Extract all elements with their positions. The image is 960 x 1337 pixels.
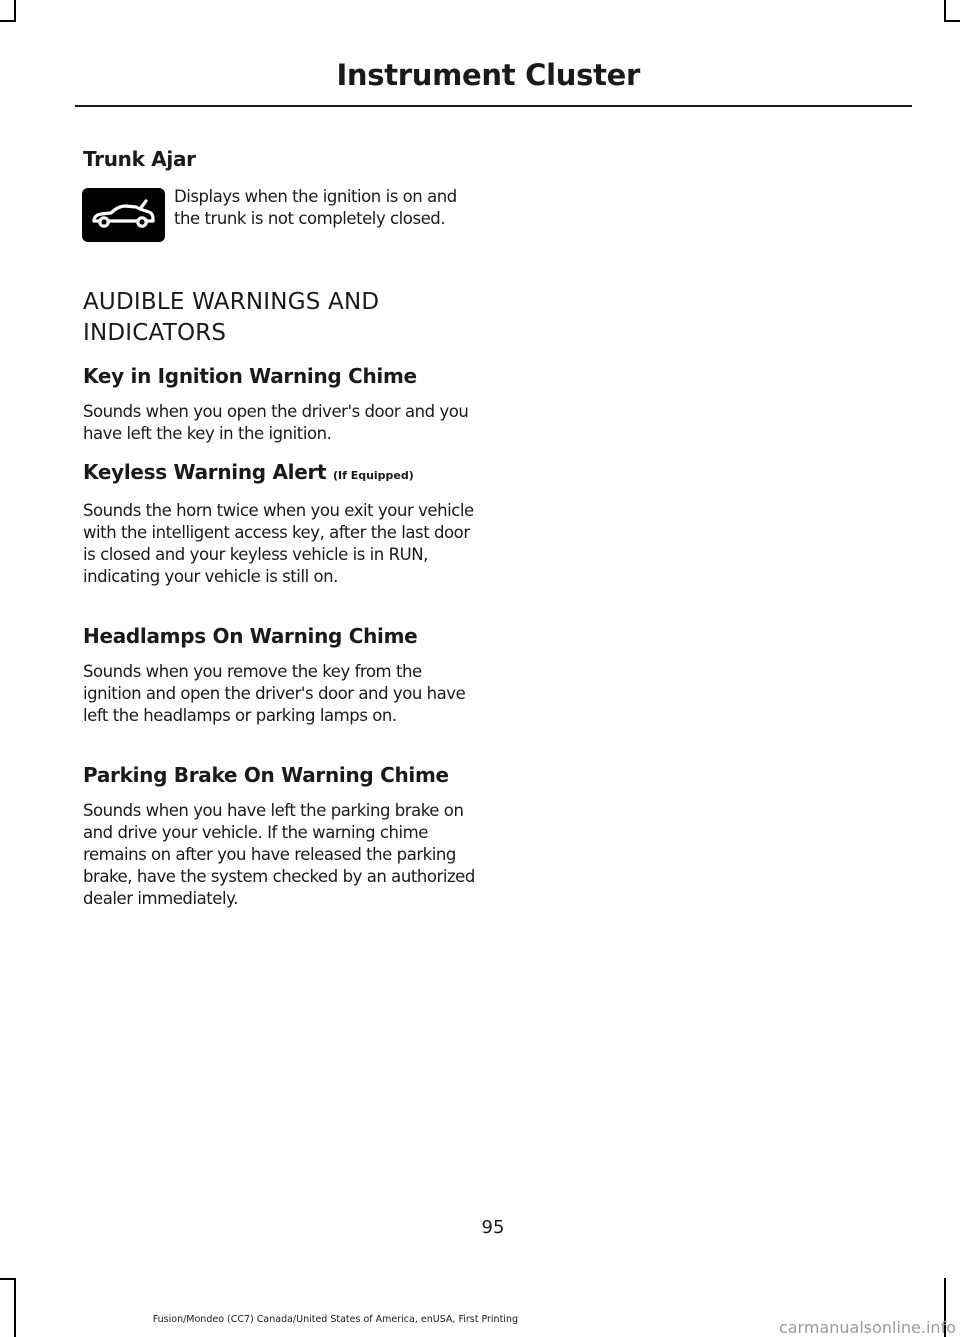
footer-text: Fusion/Mondeo (CC7) Canada/United States of America, enUSA, First Printing bbox=[152, 1314, 518, 1325]
keyless-heading-text: Keyless Warning Alert bbox=[83, 460, 327, 484]
trunk-ajar-section bbox=[83, 147, 478, 171]
page-header-title: Instrument Cluster bbox=[336, 58, 640, 92]
crop-mark-top-left-v bbox=[14, 0, 16, 22]
trunk-ajar-text: Displays when the ignition is on and the trunk is not completely closed. bbox=[174, 187, 457, 228]
keyless-heading bbox=[83, 460, 478, 484]
watermark: carmanualsonline.info bbox=[778, 1318, 956, 1337]
crop-mark-bottom-left-h bbox=[0, 1278, 16, 1280]
crop-mark-top-right-v bbox=[944, 0, 946, 22]
audible-warnings-heading-line2: INDICATORS bbox=[83, 320, 227, 346]
key-chime-heading: Key in Ignition Warning Chime bbox=[83, 364, 417, 388]
headlamps-text: Sounds when you remove the key from the ignition and open the driver's door and you have left the headlamps or parking lamps on. bbox=[83, 662, 466, 725]
headlamps-heading: Headlamps On Warning Chime bbox=[83, 624, 418, 648]
if-equipped-note: (If Equipped) bbox=[332, 469, 414, 482]
trunk-ajar-heading: Trunk Ajar bbox=[83, 147, 196, 171]
audible-warnings-heading-line1: AUDIBLE WARNINGS AND bbox=[83, 289, 380, 315]
crop-mark-top-left-h bbox=[0, 20, 16, 22]
crop-mark-bottom-left-v bbox=[14, 1278, 16, 1337]
crop-mark-top-right-h bbox=[944, 20, 960, 22]
page-number: 95 bbox=[481, 1217, 505, 1238]
keyless-text: Sounds the horn twice when you exit your vehicle with the intelligent access key, after the last door is closed and your keyless vehicle is in RUN, indicating your vehicle is still on. bbox=[83, 501, 474, 586]
trunk-ajar-icon bbox=[82, 188, 165, 242]
parking-brake-heading: Parking Brake On Warning Chime bbox=[83, 763, 449, 787]
key-chime-text: Sounds when you open the driver's door and you have left the key in the ignition. bbox=[83, 402, 469, 443]
parking-brake-text: Sounds when you have left the parking brake on and drive your vehicle. If the warning chime remains on after you have released the parking brake, have the system checked by an authorized dealer immediately. bbox=[83, 801, 475, 908]
header-rule bbox=[75, 105, 912, 107]
